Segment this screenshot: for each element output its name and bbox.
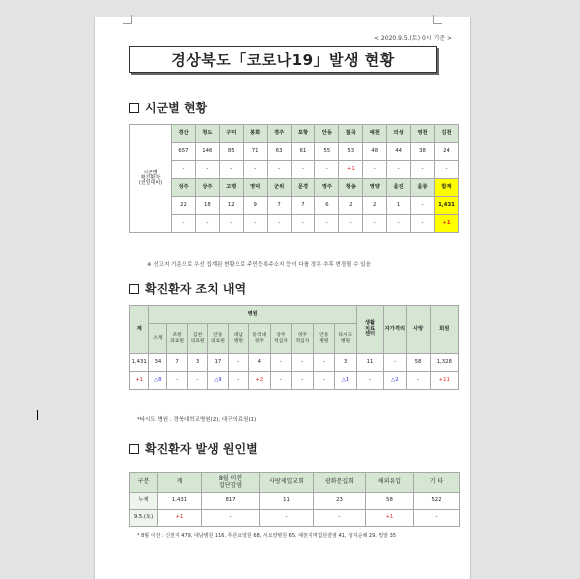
value-cell: -: [356, 372, 383, 390]
city-header-cell: 청송: [339, 179, 363, 197]
city-header-cell: 의성: [387, 125, 411, 143]
header-home: 자가격리: [384, 306, 407, 354]
change-cell: -: [363, 161, 387, 179]
change-cell: -: [219, 215, 243, 233]
value-cell: +11: [430, 372, 458, 390]
count-cell: 657: [172, 143, 196, 161]
city-header-cell: 구미: [219, 125, 243, 143]
value-cell: △8: [149, 372, 167, 390]
city-header-cell: 울릉: [411, 179, 435, 197]
value-cell: 34: [149, 354, 167, 372]
city-header-cell: 포항: [291, 125, 315, 143]
cause-cell: +1: [366, 510, 414, 527]
value-cell: △1: [335, 372, 357, 390]
count-cell: 9: [243, 197, 267, 215]
cause-cell: -: [260, 510, 314, 527]
region-table: [129, 124, 459, 233]
value-cell: 3: [187, 354, 207, 372]
count-cell: 2: [339, 197, 363, 215]
value-cell: 11: [356, 354, 383, 372]
header-total: 계: [130, 306, 149, 354]
value-cell: △2: [384, 372, 407, 390]
value-cell: -: [313, 354, 335, 372]
checkbox-square-icon: [129, 284, 139, 294]
change-cell: -: [195, 161, 219, 179]
change-cell: +1: [434, 215, 458, 233]
header-dead: 사망: [406, 306, 430, 354]
cause-cell: 817: [202, 493, 260, 510]
value-cell: △9: [208, 372, 228, 390]
change-cell: -: [291, 215, 315, 233]
count-cell: 48: [363, 143, 387, 161]
cause-table: [129, 472, 460, 527]
cause-header: 8월 이전 집단감염: [202, 473, 260, 493]
cause-cell: +1: [158, 510, 202, 527]
hospital-subheader: 상주 적십자: [270, 324, 292, 354]
section-heading-3: 확진환자 발생 원인별: [129, 440, 258, 457]
count-cell: 71: [243, 143, 267, 161]
section-heading-1: 시군별 현황: [129, 99, 207, 116]
value-cell: -: [406, 372, 430, 390]
change-cell: -: [291, 161, 315, 179]
treatment-table: [129, 305, 459, 390]
value-cell: -: [292, 372, 314, 390]
change-cell: +1: [339, 161, 363, 179]
count-cell: -: [411, 197, 435, 215]
margin-corner-mark: [123, 15, 132, 24]
value-cell: -: [228, 372, 248, 390]
count-cell: 6: [315, 197, 339, 215]
city-header-cell: 경산: [172, 125, 196, 143]
value-cell: -: [384, 354, 407, 372]
city-header-cell: 칠곡: [339, 125, 363, 143]
count-cell: 1,431: [434, 197, 458, 215]
cause-header: 해외유입: [366, 473, 414, 493]
change-cell: -: [172, 215, 196, 233]
hospital-subheader: 김천 의료원: [187, 324, 207, 354]
title-box: [129, 46, 437, 73]
change-cell: -: [243, 161, 267, 179]
value-cell: -: [228, 354, 248, 372]
count-cell: 63: [267, 143, 291, 161]
count-cell: 2: [363, 197, 387, 215]
value-cell: +1: [130, 372, 149, 390]
change-cell: -: [363, 215, 387, 233]
count-cell: 61: [291, 143, 315, 161]
city-header-cell: 영덕: [243, 179, 267, 197]
count-cell: 18: [195, 197, 219, 215]
row-label: 시군별 확진환자 (전일대비): [130, 125, 172, 233]
change-cell: -: [411, 161, 435, 179]
count-cell: 44: [387, 143, 411, 161]
hospital-subheader: 대남 병원: [228, 324, 248, 354]
change-cell: -: [315, 161, 339, 179]
cause-cell: 11: [260, 493, 314, 510]
count-cell: 55: [315, 143, 339, 161]
count-cell: 38: [411, 143, 435, 161]
hospital-subheader: 안동 병원: [313, 324, 335, 354]
change-cell: -: [267, 215, 291, 233]
change-cell: -: [387, 161, 411, 179]
count-cell: 12: [219, 197, 243, 215]
city-header-cell: 합계: [434, 179, 458, 197]
value-cell: -: [292, 354, 314, 372]
value-cell: 4: [249, 354, 271, 372]
city-header-cell: 영천: [411, 125, 435, 143]
city-header-cell: 상주: [195, 179, 219, 197]
count-cell: 1: [387, 197, 411, 215]
count-cell: 146: [195, 143, 219, 161]
cause-cell: 9.5.(토): [130, 510, 158, 527]
value-cell: -: [313, 372, 335, 390]
cause-header: 계: [158, 473, 202, 493]
city-header-cell: 성주: [172, 179, 196, 197]
cause-cell: 1,431: [158, 493, 202, 510]
hospital-subheader: 포항 의료원: [167, 324, 187, 354]
change-cell: -: [172, 161, 196, 179]
cause-header: 광화문집회: [314, 473, 366, 493]
cause-cell: -: [414, 510, 460, 527]
cause-cell: -: [314, 510, 366, 527]
document-page: [94, 17, 471, 579]
city-header-cell: 군위: [267, 179, 291, 197]
cause-cell: 58: [366, 493, 414, 510]
header-treatment-center: 생활 치료 센터: [356, 306, 383, 354]
value-cell: 58: [406, 354, 430, 372]
cause-cell: 522: [414, 493, 460, 510]
hospital-subheader: 소계: [149, 324, 167, 354]
cause-cell: 누계: [130, 493, 158, 510]
value-cell: 1,328: [430, 354, 458, 372]
value-cell: 7: [167, 354, 187, 372]
hospital-subheader: 영주 적십자: [292, 324, 314, 354]
cause-cell: 23: [314, 493, 366, 510]
hospital-subheader: 동국대 경주: [249, 324, 271, 354]
count-cell: 24: [434, 143, 458, 161]
checkbox-square-icon: [129, 444, 139, 454]
count-cell: 53: [339, 143, 363, 161]
change-cell: -: [411, 215, 435, 233]
value-cell: 17: [208, 354, 228, 372]
hospital-subheader: 안동 의료원: [208, 324, 228, 354]
note-3: * 8월 이전 : 신천지 479, 대남병원 116, 푸른요양원 68, 서요양병원 65, 예천지역집단감염 41, 성지순례 29, 밀알 35: [137, 533, 397, 539]
page-title: 경상북도「코로나19」발생 현황: [171, 51, 395, 69]
change-cell: -: [387, 215, 411, 233]
text-cursor: [37, 410, 38, 420]
change-cell: -: [219, 161, 243, 179]
count-cell: 22: [172, 197, 196, 215]
value-cell: -: [187, 372, 207, 390]
hospital-subheader: 타시도 병원: [335, 324, 357, 354]
value-cell: +2: [249, 372, 271, 390]
value-cell: -: [167, 372, 187, 390]
value-cell: 3: [335, 354, 357, 372]
city-header-cell: 예천: [363, 125, 387, 143]
city-header-cell: 문경: [291, 179, 315, 197]
count-cell: 85: [219, 143, 243, 161]
section-heading-2: 확진환자 조치 내역: [129, 280, 246, 297]
value-cell: -: [270, 372, 292, 390]
value-cell: 1,431: [130, 354, 149, 372]
cause-header: 사랑제일교회: [260, 473, 314, 493]
count-cell: 7: [267, 197, 291, 215]
cause-cell: -: [202, 510, 260, 527]
change-cell: -: [267, 161, 291, 179]
change-cell: -: [434, 161, 458, 179]
city-header-cell: 영양: [363, 179, 387, 197]
cause-header: 구분: [130, 473, 158, 493]
header-recovered: 회원: [430, 306, 458, 354]
checkbox-square-icon: [129, 103, 139, 113]
count-cell: 7: [291, 197, 315, 215]
cause-header: 기 타: [414, 473, 460, 493]
report-date: < 2020.9.5.(토) 0시 기준 >: [374, 35, 452, 42]
header-hospital: 병원: [149, 306, 357, 324]
note-1: ※ 신고지 기준으로 우선 집계된 현황으로 주민등록주소지 등이 다를 경우 추후 변경될 수 있음: [147, 262, 371, 268]
city-header-cell: 울진: [387, 179, 411, 197]
city-header-cell: 경주: [267, 125, 291, 143]
change-cell: -: [339, 215, 363, 233]
city-header-cell: 고령: [219, 179, 243, 197]
value-cell: -: [270, 354, 292, 372]
city-header-cell: 봉화: [243, 125, 267, 143]
margin-corner-mark: [433, 15, 442, 24]
note-2: *타시도 병원 : 경북대학교병원(2), 대구의료원(1): [137, 417, 257, 423]
city-header-cell: 영주: [315, 179, 339, 197]
change-cell: -: [315, 215, 339, 233]
city-header-cell: 청도: [195, 125, 219, 143]
change-cell: -: [195, 215, 219, 233]
city-header-cell: 김천: [434, 125, 458, 143]
city-header-cell: 안동: [315, 125, 339, 143]
change-cell: -: [243, 215, 267, 233]
